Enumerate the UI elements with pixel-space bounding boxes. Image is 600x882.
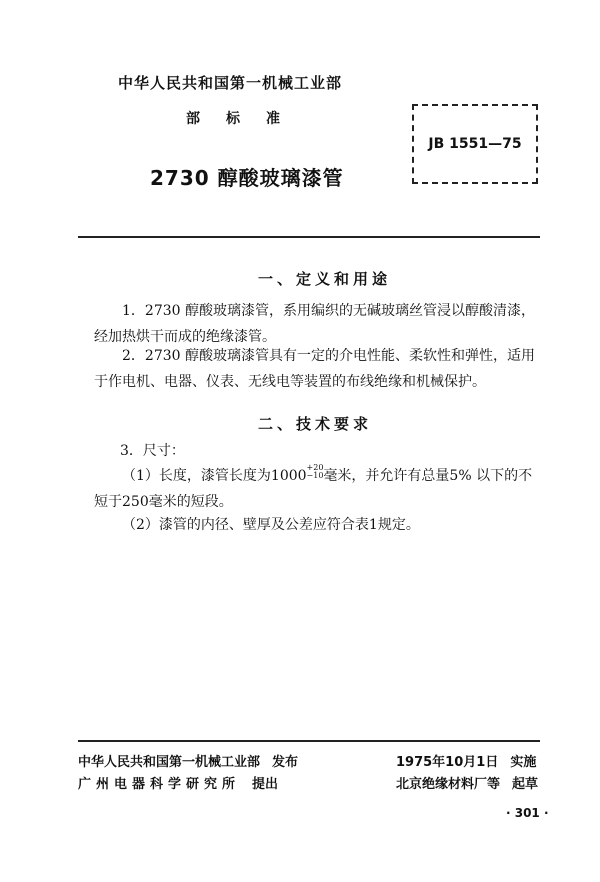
standard-code-box — [412, 104, 538, 184]
draft-action: 起草 — [512, 777, 539, 792]
effective-date: 1975年10月1日 — [396, 755, 499, 770]
length-suffix: 毫米，并允许有总量5% 以下的不短于250毫米的短段。 — [94, 468, 533, 510]
publish-action: 发布 — [272, 755, 299, 770]
propose-action: 提出 — [252, 777, 279, 792]
drafter: 北京绝缘材料厂等 — [396, 777, 501, 792]
proposer-row — [78, 774, 298, 796]
header-divider — [78, 236, 540, 238]
section-heading-requirements: 二、技术要求 — [258, 415, 373, 433]
footer-divider — [78, 740, 540, 742]
page-number: · 301 · — [506, 806, 549, 820]
date-action: 实施 — [510, 755, 537, 770]
tolerance-upper: +20 — [306, 463, 324, 472]
proposer: 广州电器科学研究所 — [78, 777, 241, 792]
standard-code: JB 1551—75 — [428, 136, 522, 152]
publisher: 中华人民共和国第一机械工业部 — [78, 755, 261, 770]
section-heading-definition: 一、定义和用途 — [258, 270, 392, 288]
ministry-name: 中华人民共和国第一机械工业部 — [118, 74, 343, 92]
drafter-row — [396, 774, 538, 796]
length-tolerance — [307, 464, 324, 480]
document-title: 2730 醇酸玻璃漆管 — [150, 166, 344, 190]
date-row — [396, 752, 538, 774]
publisher-row — [78, 752, 298, 774]
footer-right — [396, 752, 538, 796]
tolerance-lower: −10 — [306, 471, 324, 480]
standard-level: 部标准 — [186, 111, 306, 127]
footer-left — [78, 752, 298, 796]
paragraph-1: 1．2730 醇酸玻璃漆管，系用编织的无碱玻璃丝管浸以醇酸清漆，经加热烘干而成的绝缘漆管。 — [94, 303, 535, 345]
diameter-requirement: （2）漆管的内径、壁厚及公差应符合表1规定。 — [122, 517, 420, 533]
length-prefix: （1）长度，漆管长度为1000 — [122, 468, 307, 484]
length-requirement — [94, 463, 546, 515]
item-3-dimensions: 3．尺寸： — [120, 443, 185, 459]
paragraph-2: 2．2730 醇酸玻璃漆管具有一定的介电性能、柔软性和弹性，适用于作电机、电器、仪表、无线电等装置的布线绝缘和机械保护。 — [94, 348, 535, 390]
